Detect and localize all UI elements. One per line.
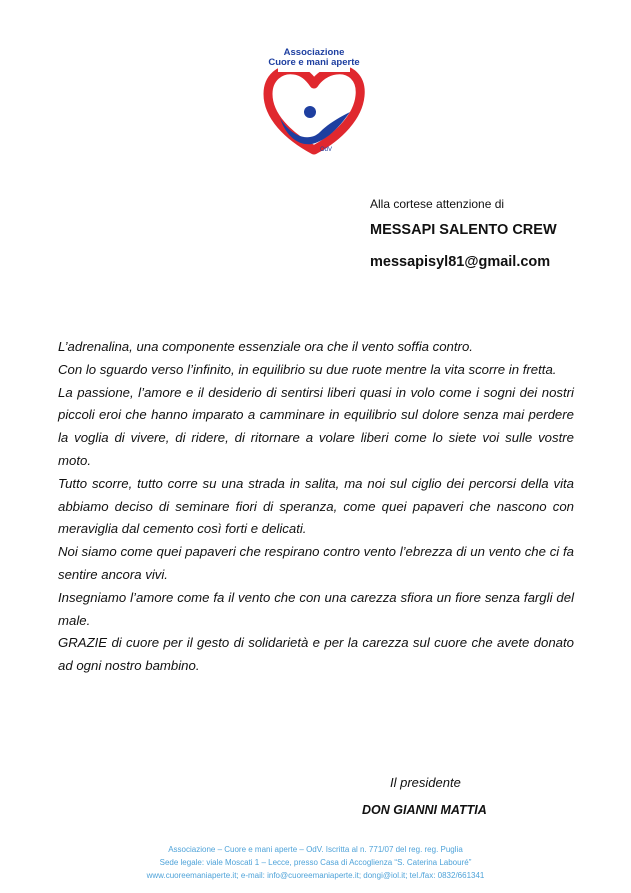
paragraph: Insegniamo l’amore come fa il vento che con una carezza sfiora un fiore senza fargli del male. [58,589,574,628]
recipient-name: MESSAPI SALENTO CREW [370,222,557,238]
signature-name: DON GIANNI MATTIA [362,803,487,817]
logo-line1: Associazione [283,47,345,58]
association-logo [258,44,370,160]
paragraph: GRAZIE di cuore per il gesto di solidarietà e per la carezza sul cuore che avete donato ad ogni nostro bambino. [58,635,574,674]
paragraph: L’adrenalina, una componente essenziale ora che il vento soffia contro. [58,339,473,354]
footer [0,843,631,882]
paragraph: Noi siamo come quei papaveri che respirano contro vento l’ebrezza di un vento che ci fa sentire ancora vivi. [58,544,574,582]
logo-line2: Cuore e mani aperte [268,57,360,68]
footer-line: www.cuoreemaniaperte.it; e-mail: info@cuoreemaniaperte.it; dongi@iol.it; tel./fax: 0832/661341 [146,871,485,880]
signature-role: Il presidente [390,775,461,790]
recipient-email: messapisyl81@gmail.com [370,254,551,270]
logo-badge: OdV [320,147,333,153]
paragraph: Con lo sguardo verso l’infinito, in equilibrio su due ruote mentre la vita scorre in fretta. [58,361,557,377]
paragraph: La passione, l’amore e il desiderio di sentirsi liberi quasi in volo come i sogni dei nostri piccoli eroi che hanno imparato a camminare in equilibrio sul dolore senza mai perdere la voglia di vivere, di ridere, di ritornare a volare liberi come lo siete voi sulle vostre moto. [58,384,574,468]
paragraph: Tutto scorre, tutto corre su una strada in salita, ma noi sul ciglio dei percorsi della vita abbiamo deciso di seminare fiori di speranza, come quei papaveri che nascono con meraviglia dal cemento così forti e delicati. [58,475,574,537]
footer-line: Sede legale: viale Moscati 1 – Lecce, presso Casa di Accoglienza “S. Caterina Labouré” [159,858,472,867]
footer-line: Associazione – Cuore e mani aperte – OdV. Iscritta al n. 771/07 del reg. reg. Puglia [168,845,463,854]
attention-line: Alla cortese attenzione di [370,197,505,211]
letter-body [58,336,574,678]
